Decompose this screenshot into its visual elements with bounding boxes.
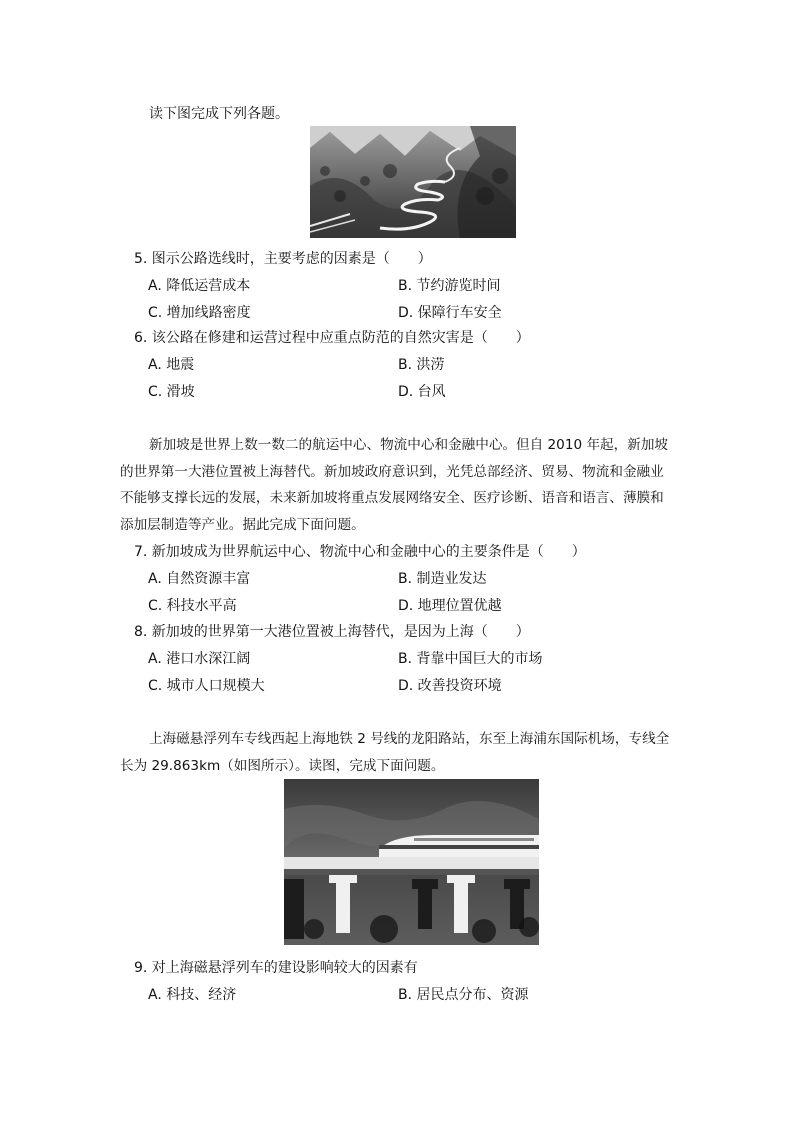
question-7-option-d[interactable]: D. 地理位置优越 [398, 598, 502, 614]
question-5-stem: 5. 图示公路选线时，主要考虑的因素是（ ） [134, 251, 432, 267]
question-5-option-a[interactable]: A. 降低运营成本 [148, 278, 251, 294]
question-7-option-b[interactable]: B. 制造业发达 [398, 571, 487, 587]
question-9-stem: 9. 对上海磁悬浮列车的建设影响较大的因素有 [134, 960, 418, 976]
passage-3-line-1: 上海磁悬浮列车专线西起上海地铁 2 号线的龙阳路站，东至上海浦东国际机场，专线全 [149, 731, 670, 747]
passage-2-line-2: 的世界第一大港位置被上海替代。新加坡政府意识到，光凭总部经济、贸易、物流和金融业 [120, 464, 664, 480]
question-6-option-b[interactable]: B. 洪涝 [398, 357, 445, 373]
question-7-option-a[interactable]: A. 自然资源丰富 [148, 571, 251, 587]
passage-2-line-1: 新加坡是世界上数一数二的航运中心、物流中心和金融中心。但自 2010 年起，新加坡 [149, 437, 669, 453]
question-6-stem: 6. 该公路在修建和运营过程中应重点防范的自然灾害是（ ） [134, 330, 530, 346]
question-8-option-c[interactable]: C. 城市人口规模大 [148, 678, 265, 694]
question-5-option-c[interactable]: C. 增加线路密度 [148, 305, 251, 321]
mountain-road-photo [310, 126, 516, 238]
passage-2-line-3: 不能够支撑长远的发展，未来新加坡将重点发展网络安全、医疗诊断、语音和语言、薄膜和 [120, 490, 664, 506]
question-8-option-a[interactable]: A. 港口水深江阔 [148, 651, 251, 667]
question-7-option-c[interactable]: C. 科技水平高 [148, 598, 237, 614]
passage-2-line-4: 添加层制造等产业。据此完成下面问题。 [120, 517, 365, 533]
question-8-stem: 8. 新加坡的世界第一大港位置被上海替代，是因为上海（ ） [134, 624, 530, 640]
instruction-text: 读下图完成下列各题。 [149, 106, 289, 122]
question-6-option-d[interactable]: D. 台风 [398, 384, 446, 400]
question-7-stem: 7. 新加坡成为世界航运中心、物流中心和金融中心的主要条件是（ ） [134, 544, 586, 560]
question-8-option-d[interactable]: D. 改善投资环境 [398, 678, 502, 694]
question-6-option-c[interactable]: C. 滑坡 [148, 384, 195, 400]
question-9-option-a[interactable]: A. 科技、经济 [148, 987, 237, 1003]
maglev-train-photo [284, 779, 539, 945]
question-5-option-d[interactable]: D. 保障行车安全 [398, 305, 502, 321]
question-6-option-a[interactable]: A. 地震 [148, 357, 195, 373]
question-9-option-b[interactable]: B. 居民点分布、资源 [398, 987, 529, 1003]
question-5-option-b[interactable]: B. 节约游览时间 [398, 278, 501, 294]
passage-3-line-2: 长为 29.863km（如图所示）。读图，完成下面问题。 [120, 758, 445, 774]
question-8-option-b[interactable]: B. 背靠中国巨大的市场 [398, 651, 543, 667]
